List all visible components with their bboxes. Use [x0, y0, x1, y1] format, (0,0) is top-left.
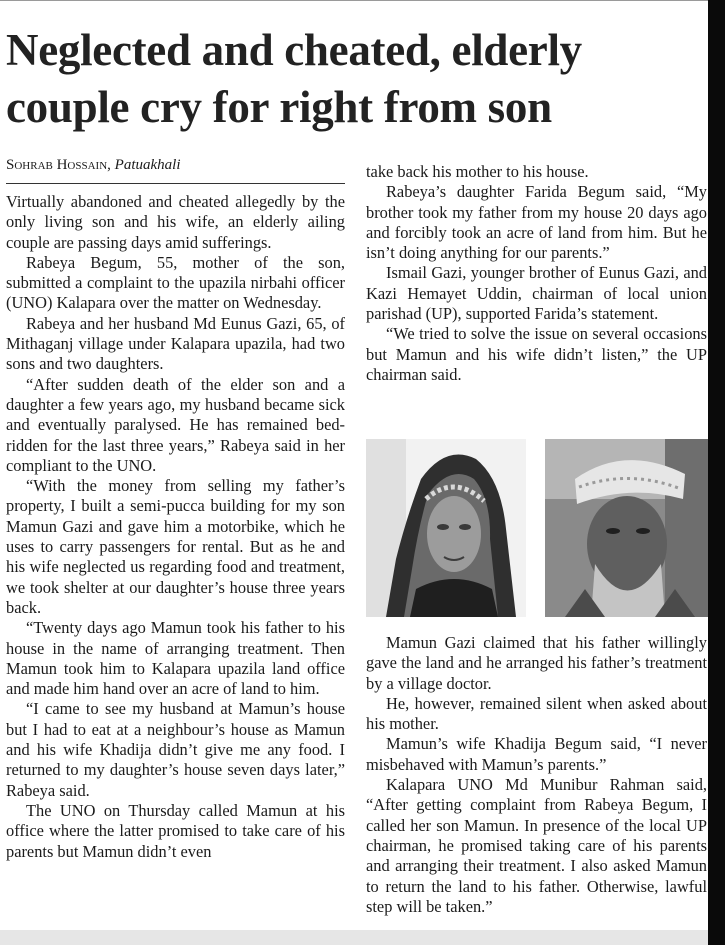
paragraph: take back his mother to his house.: [366, 162, 589, 181]
article-column-2-top: [366, 162, 707, 385]
headline: Neglected and cheated, elderly couple cry for right from son: [6, 25, 582, 132]
byline-author: Sohrab Hossain: [6, 157, 108, 173]
paragraph: “We tried to solve the issue on several occasions but Mamun and his wife didn’t listen,” the UP chairman said.: [366, 324, 707, 384]
top-rule: [0, 0, 708, 1]
paragraph: Mamun’s wife Khadija Begum said, “I never misbehaved with Mamun’s parents.”: [366, 734, 707, 774]
paragraph: Rabeya and her husband Md Eunus Gazi, 65, of Mithaganj village under Kalapara upazila, had two sons and two daughters.: [6, 313, 345, 374]
paragraph: “With the money from selling my father’s property, I built a semi-pucca building for my son Mamun Gazi and gave him a motorbike, which he uses to carry passengers for rental. But as he and his wife neglected us regarding food and treatment, we took shelter at our daughter’s house three years back.: [6, 476, 345, 617]
byline-rule: [6, 183, 345, 184]
paragraph: Mamun Gazi claimed that his father willingly gave the land and he arranged his father’s treatment by a village doctor.: [366, 633, 707, 693]
photo-man-image: [545, 439, 708, 617]
page-edge-shadow: [708, 0, 725, 945]
byline: Sohrab Hossain, Patuakhali: [6, 157, 181, 173]
paragraph: Rabeya’s daughter Farida Begum said, “My brother took my father from my house 20 days ago and forcibly took an acre of land from him. But he isn’t doing anything for our parents.”: [366, 182, 707, 263]
photo-eunus-gazi: [545, 439, 708, 617]
photo-rabeya-begum: [366, 439, 526, 617]
paragraph: Ismail Gazi, younger brother of Eunus Gazi, and Kazi Hemayet Uddin, chairman of local union parishad (UP), supported Farida’s statement.: [366, 263, 707, 324]
paragraph: Rabeya Begum, 55, mother of the son, submitted a complaint to the upazila nirbahi officer (UNO) Kalapara over the matter on Wednesday.: [6, 252, 345, 313]
paragraph: “After sudden death of the elder son and a daughter a few years ago, my husband became sick and eventually paralysed. He has remained bed-ridden for the last three years,” Rabeya said in her compliant to the UNO.: [6, 374, 345, 475]
paragraph: “Twenty days ago Mamun took his father to his house in the name of arranging treatment. Then Mamun took him to Kalapara upazila land office and made him hand over an acre of land to him.: [6, 618, 345, 699]
paragraph: He, however, remained silent when asked about his mother.: [366, 693, 707, 734]
byline-place: Patuakhali: [114, 157, 181, 173]
paragraph: Kalapara UNO Md Munibur Rahman said, “After getting complaint from Rabeya Begum, I called her son Mamun. In presence of the local UP chairman, he promised taking care of his parents and arranging their treatment. I also asked Mamun to return the land to his father. Otherwise, lawful step will be taken.”: [366, 775, 707, 916]
photo-woman-image: [366, 439, 526, 617]
article-column-1: [6, 192, 345, 862]
paragraph: Virtually abandoned and cheated allegedly by the only living son and his wife, an elderly ailing couple are passing days amid sufferings.: [6, 192, 345, 252]
paragraph: “I came to see my husband at Mamun’s house but I had to eat at a neighbour’s house as Mamun and his wife Khadija didn’t give me any food. I returned to my daughter’s house seven days later,” Rabeya said.: [6, 699, 345, 800]
article-column-2-bottom: [366, 633, 707, 917]
paragraph: The UNO on Thursday called Mamun at his office where the latter promised to take care of his parents but Mamun didn’t even: [6, 800, 345, 861]
page-bottom-edge: [0, 930, 708, 945]
